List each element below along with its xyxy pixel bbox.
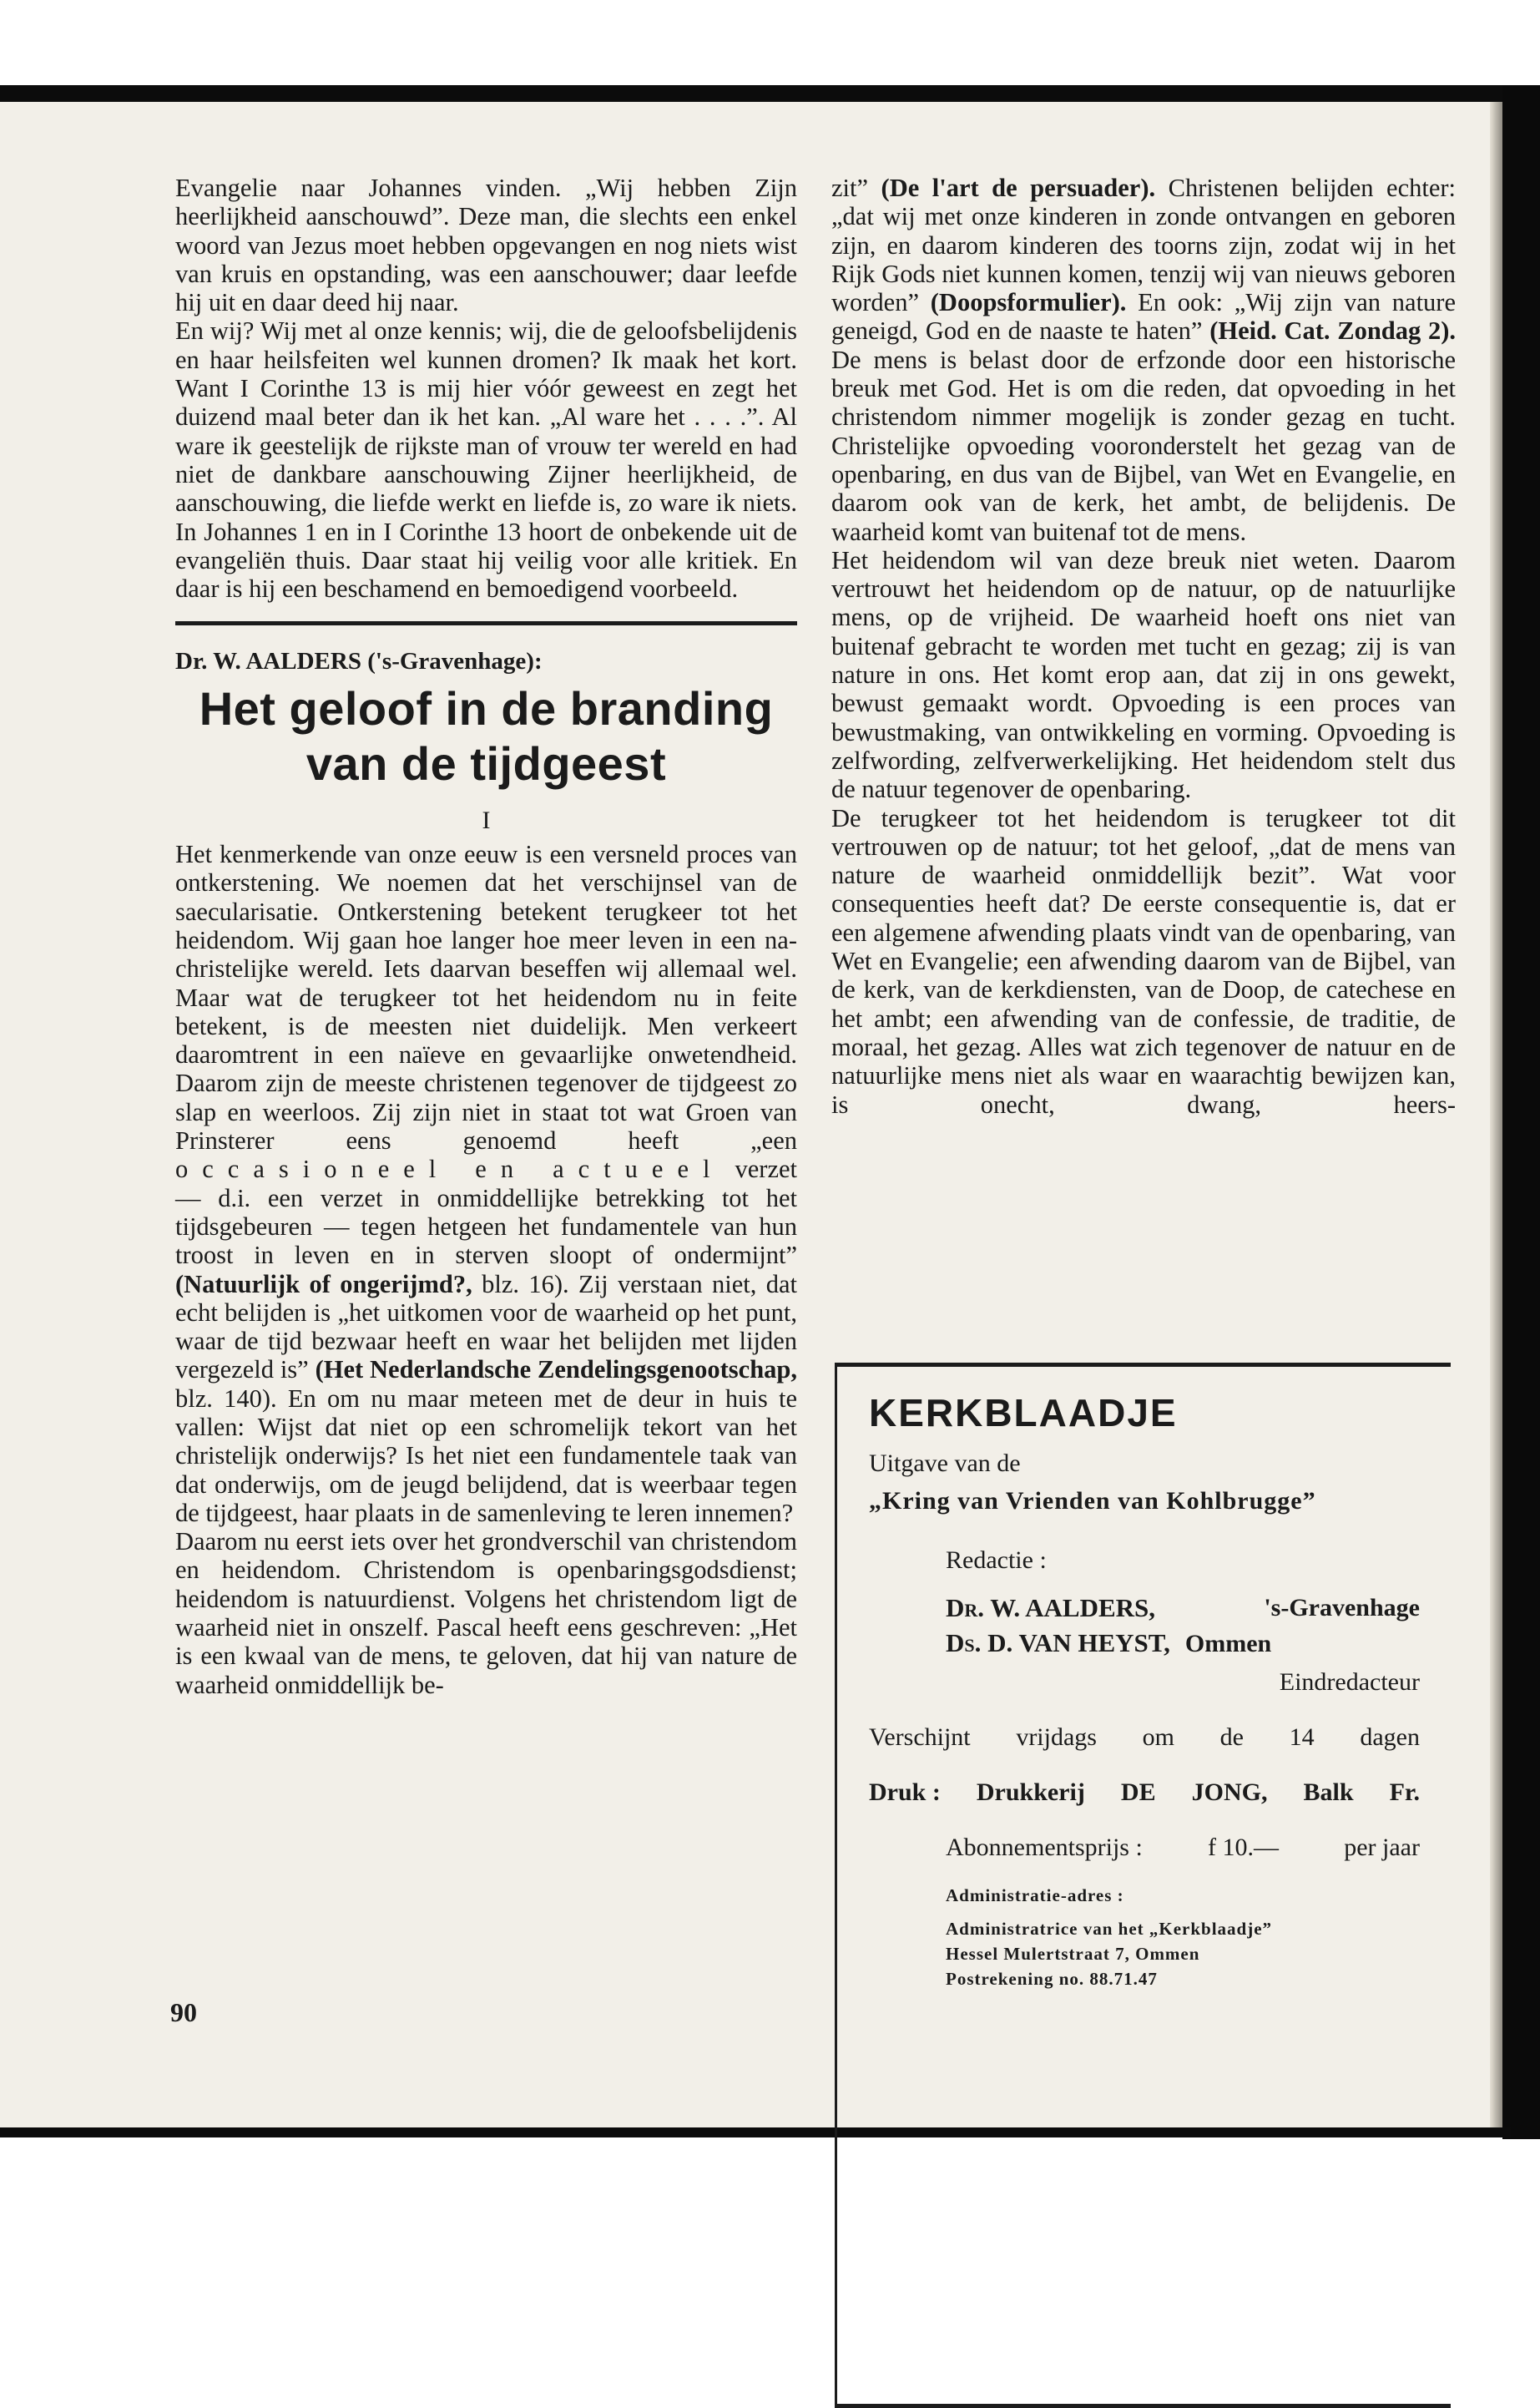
article-byline: Dr. W. AALDERS ('s-Gravenhage): xyxy=(175,648,543,675)
ad-frequency xyxy=(869,1721,1420,1754)
left-column xyxy=(175,174,797,1699)
editor-name: Ds. D. VAN HEYST, xyxy=(946,1628,1170,1657)
ad-editor-2 xyxy=(869,1626,1420,1666)
printer-word: Fr. xyxy=(1389,1778,1420,1806)
article-paragraph-5: De terugkeer tot het heidendom is terugkeer tot dit vertrouwen op de natuur; tot het geloof, „dat de mens van nature de waarheid onmiddellijk bezit”. Wat voor consequenties heeft dat? De eerste consequentie is, dat er een algemene afwending plaats vindt van de openbaring, van Wet en Evangelie; een afwending daarom van de Bijbel, van de kerk, van de kerkdiensten, van de Doop, de catechese en het ambt; een afwending van de confessie, de traditie, de moraal, het gezag. Alles wat zich tegenover de natuur en de natuurlijke mens niet als waar en waarachtig bewijzen kan, is onecht, dwang, heers- xyxy=(831,803,1456,1119)
intro-paragraph-2: En wij? Wij met al onze kennis; wij, die de geloofsbelijdenis en haar heilsfeiten wel kunnen dromen? Ik maak het kort. Want I Corinthe 13 is mij hier vóór geweest en zegt het duizend maal beter dan ik het kan. „Al ware het . . . .”. Al ware ik geestelijk de rijkste man of vrouw ter wereld en had niet de dankbare aanschouwing Zijner heerlijkheid, de aanschouwing, die liefde werkt en liefde is, zo ware ik niets. In Johannes 1 en in I Corinthe 13 hoort de onbekende uit de evangeliën thuis. Daar staat hij veilig voor alle kritiek. En daar is hij een beschamend en bemoedigend voorbeeld. xyxy=(175,316,797,604)
source-reference: (Het Nederlandsche Zendelingsgenootschap, xyxy=(315,1355,797,1384)
page-edge-shadow xyxy=(1490,102,1502,2127)
ad-editor-role: Eindredacteur xyxy=(1279,1668,1420,1696)
frequency-word: Verschijnt xyxy=(869,1723,971,1751)
printer-label: Druk : xyxy=(869,1778,941,1806)
editor-place: 's-Gravenhage xyxy=(1264,1594,1420,1621)
ad-printer xyxy=(869,1776,1420,1809)
subscription-period: per jaar xyxy=(1344,1834,1420,1861)
section-number: I xyxy=(482,806,491,834)
section-divider xyxy=(175,621,797,625)
ad-editors-label: Redactie : xyxy=(946,1546,1047,1574)
source-reference: (Doopsformulier). xyxy=(930,288,1127,317)
article-spaced-text: occasioneel en actueel xyxy=(175,1155,725,1184)
subscription-price: f 10.— xyxy=(1208,1834,1280,1861)
admin-line: Administratrice van het „Kerkblaadje” xyxy=(946,1919,1273,1939)
subscription-label: Abonnementsprijs : xyxy=(946,1834,1143,1861)
scan-border-top xyxy=(0,85,1511,102)
scan-border-right xyxy=(1502,85,1540,2139)
article-text: blz. 16). Zij verstaan niet, dat echt belijden is „het uitkomen voor de waarheid op het punt, waar de tijd bezwaar heeft en waar het belijden met lijden vergezeld is” xyxy=(175,1269,798,1384)
source-reference: (Heid. Cat. Zondag 2). xyxy=(1209,316,1457,346)
source-reference: (De l'art de persuader). xyxy=(881,174,1156,202)
ad-subscription xyxy=(869,1831,1420,1864)
right-column xyxy=(831,174,1456,1119)
editor-place: Ommen xyxy=(1184,1630,1272,1657)
ad-organization: „Kring van Vrienden van Kohlbrugge” xyxy=(869,1487,1316,1515)
frequency-word: vrijdags xyxy=(1016,1723,1097,1751)
article-paragraph-3 xyxy=(831,174,1456,546)
admin-line: Hessel Mulertstraat 7, Ommen xyxy=(946,1944,1200,1964)
article-text: Het kenmerkende van onze eeuw is een versneld proces van ontkerstening. We noemen dat het verschijnsel van de saecularisatie. Ontkerstening betekent terugkeer tot het heidendom. Wij gaan hoe langer hoe meer leven in een na-christelijke wereld. Iets daarvan beseffen wij allemaal wel. Maar wat de terugkeer tot het heidendom nu in feite betekent, is de meesten niet duidelijk. Men verkeert daaromtrent in een naïeve en gevaarlijke onwetendheid. Daarom zijn de meeste christenen tegenover de tijdgeest zo slap en weerloos. Zij zijn niet in staat tot wat Groen van Prinsterer eens genoemd heeft „een xyxy=(175,840,797,1156)
article-paragraph-2: Daarom nu eerst iets over het grondverschil van christendom en heidendom. Christendom is openbaringsgodsdienst; heidendom is natuurdienst. Volgens het christendom ligt de waarheid niet in onszelf. Pascal heeft eens geschreven: „Het is een kwaal van de mens, te geloven, dat hij van nature de waarheid onmiddellijk be- xyxy=(175,1527,797,1699)
page-number: 90 xyxy=(170,1997,197,2027)
article-text: zit” xyxy=(831,174,869,202)
article-title: Het geloof in de branding van de tijdgeest xyxy=(199,681,774,790)
printer-word: DE xyxy=(1120,1778,1156,1806)
article-text: verzet — d.i. een verzet in onmiddellijke betrekking tot het tijdsgebeuren — tegen hetgeen het fundamentele van hun troost in leven en in sterven sloopt of ondermijnt” xyxy=(175,1155,798,1270)
article-text: Christenen belijden echter: „dat wij met onze kinderen in zonde ontvangen en geboren zijn, en daarom kinderen des toorns zijn, zodat wij in het Rijk Gods niet kunnen komen, tenzij wij van nieuws geboren worden” xyxy=(831,174,1457,317)
kerkblaadje-advertisement xyxy=(835,1363,1451,2408)
article-paragraph-1 xyxy=(175,840,797,1527)
article-text: En ook: „Wij zijn van nature geneigd, God en de naaste te haten” xyxy=(831,288,1457,346)
frequency-word: om xyxy=(1142,1723,1174,1751)
ad-publisher-label: Uitgave van de xyxy=(869,1449,1021,1477)
ad-title: KERKBLAADJE xyxy=(869,1391,1178,1434)
frequency-word: 14 xyxy=(1289,1723,1315,1751)
editor-name: Dr. W. AALDERS, xyxy=(946,1593,1156,1622)
frequency-word: dagen xyxy=(1360,1723,1420,1751)
intro-paragraph-1: Evangelie naar Johannes vinden. „Wij hebben Zijn heerlijkheid aanschouwd”. Deze man, die slechts een enkel woord van Jezus moet hebben opgevangen en nog niets wist van kruis en opstanding, was een aanschouwer; daar leefde hij uit en daar deed hij naar. xyxy=(175,174,797,317)
printer-word: Balk xyxy=(1303,1778,1354,1806)
article-text: blz. 140). En om nu maar meteen met de deur in huis te vallen: Wijst dat niet op een schromelijk tekort van het christelijk onderwijs? Is het niet een fundamentele taak van dat onderwijs, om de jeugd belijdend, dat is weerbaar tegen de tijdgeest, haar plaats in de samenleving te leren innemen? xyxy=(175,1384,797,1527)
ad-editor-1 xyxy=(869,1591,1420,1626)
admin-label: Administratie-adres : xyxy=(946,1885,1124,1905)
article-paragraph-4: Het heidendom wil van deze breuk niet weten. Daarom vertrouwt het heidendom op de natuur, op de natuurlijke mens, op de vrijheid. De waarheid hoeft ons niet van buitenaf gebracht te worden met tucht en gezag; zij is van nature in ons. Het komt erop aan, dat zij in ons gewekt, bewust gemaakt wordt. Opvoeding is een proces van bewustmaking, van ontwikkeling en vorming. Opvoeding is zelfwording, zelfverwerkelijking. Het heidendom stelt dus de natuur tegenover de openbaring. xyxy=(831,545,1456,804)
printer-word: Drukkerij xyxy=(976,1778,1085,1806)
ad-admin xyxy=(869,1883,1420,1991)
admin-line: Postrekening no. 88.71.47 xyxy=(946,1969,1158,1989)
article-text: De mens is belast door de erfzonde door een historische breuk met God. Het is om die reden, dat opvoeding in het christendom nimmer mogelijk is zonder gezag en tucht. Christelijke opvoeding vooronderstelt het gezag van de openbaring, en dus van de Bijbel, van Wet en Evangelie, en daarom ook van de kerk, het ambt, de belijdenis. De waarheid komt van buitenaf tot de mens. xyxy=(831,345,1456,546)
source-reference: (Natuurlijk of ongerijmd?, xyxy=(175,1269,472,1298)
frequency-word: de xyxy=(1219,1723,1244,1751)
printer-word: JONG, xyxy=(1191,1778,1268,1806)
